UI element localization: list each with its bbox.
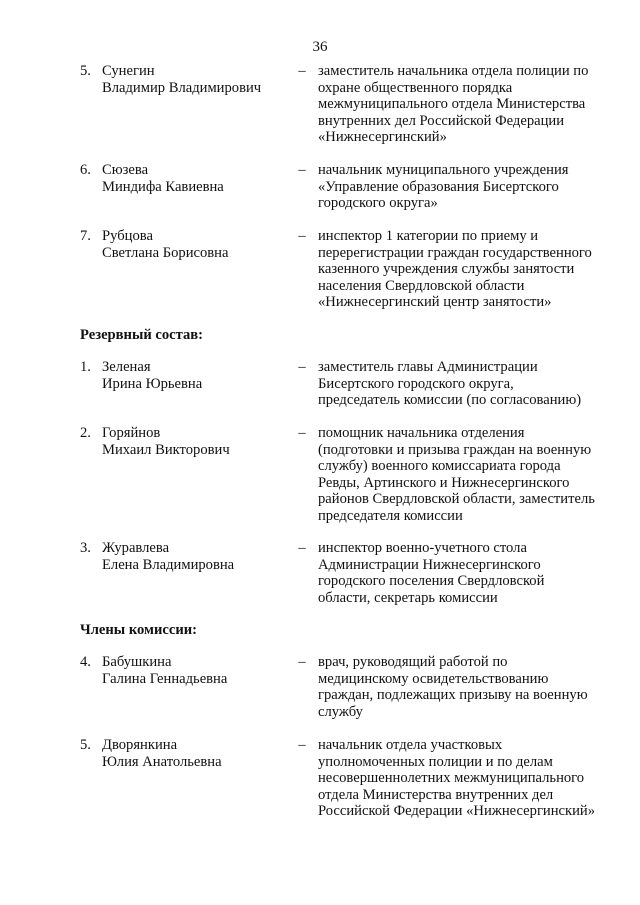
role-line: председатель комиссии (по согласованию) (318, 392, 582, 409)
entry-dash: – (298, 654, 306, 670)
role-line: врач, руководящий работой по (318, 654, 508, 670)
entry-role (318, 737, 610, 820)
role-line: казенного учреждения службы занятости (318, 261, 575, 278)
role-line: граждан, подлежащих призыву на военную (318, 687, 588, 704)
role-line: районов Свердловской области, заместитель (318, 491, 595, 508)
role-line: «Управление образования Бисертского (318, 178, 559, 195)
role-line: заместитель начальника отдела полиции по (318, 63, 589, 79)
entry-name (102, 63, 287, 96)
entry-name (102, 654, 287, 687)
entry-surname: Сюзева (102, 162, 149, 178)
entry-surname: Журавлева (102, 540, 170, 556)
entry-role (318, 425, 610, 525)
entry-dash: – (298, 63, 306, 79)
role-line: помощник начальника отделения (318, 425, 525, 441)
role-line: заместитель главы Администрации (318, 359, 538, 375)
entry-given-names: Ирина Юрьевна (102, 375, 203, 392)
role-line: Российской Федерации «Нижнесергинский» (318, 803, 596, 820)
role-line: инспектор 1 категории по приему и (318, 228, 539, 244)
entry-dash: – (298, 540, 306, 556)
role-line: службу) военного комиссариата города (318, 458, 561, 475)
entry-number: 1. (80, 359, 91, 375)
role-line: (подготовки и призыва граждан на военную (318, 441, 592, 458)
entry-surname: Бабушкина (102, 654, 172, 670)
entry-surname: Дворянкина (102, 737, 178, 753)
entry-surname: Сунегин (102, 63, 155, 79)
entry-given-names: Светлана Борисовна (102, 244, 229, 261)
entry-given-names: Юлия Анатольевна (102, 753, 222, 770)
role-line: начальник муниципального учреждения (318, 162, 569, 178)
role-line: Администрации Нижнесергинского (318, 556, 541, 573)
role-line: области, секретарь комиссии (318, 589, 498, 606)
entry-given-names: Елена Владимировна (102, 556, 235, 573)
entry-name (102, 540, 287, 573)
entry-dash: – (298, 737, 306, 753)
role-line: городского округа» (318, 195, 438, 212)
entry-surname: Рубцова (102, 228, 153, 244)
entry-given-names: Галина Геннадьевна (102, 670, 228, 687)
entry-number: 7. (80, 228, 91, 244)
entry-name (102, 162, 287, 195)
entry-dash: – (298, 162, 306, 178)
entry-dash: – (298, 228, 306, 244)
role-line: председателя комиссии (318, 507, 463, 524)
entry-given-names: Владимир Владимирович (102, 79, 262, 96)
role-line: «Нижнесергинский центр занятости» (318, 294, 552, 311)
entry-role (318, 654, 610, 720)
entry-number: 5. (80, 737, 91, 753)
role-line: медицинскому освидетельствованию (318, 670, 549, 687)
role-line: перерегистрации граждан государственного (318, 244, 592, 261)
entry-surname: Горяйнов (102, 425, 161, 441)
entry-name (102, 359, 287, 392)
role-line: внутренних дел Российской Федерации (318, 112, 565, 129)
entry-number: 2. (80, 425, 91, 441)
entry-dash: – (298, 359, 306, 375)
role-line: уполномоченных полиции и по делам (318, 753, 553, 770)
role-line: населения Свердловской области (318, 277, 525, 294)
role-line: Ревды, Артинского и Нижнесергинского (318, 474, 570, 491)
entry-given-names: Михаил Викторович (102, 441, 230, 458)
section-heading-members: Члены комиссии: (80, 622, 198, 638)
role-line: межмуниципального отдела Министерства (318, 96, 586, 113)
role-line: «Нижнесергинский» (318, 129, 447, 146)
role-line: службу (318, 703, 363, 720)
entry-number: 6. (80, 162, 91, 178)
role-line: начальник отдела участковых (318, 737, 503, 753)
role-line: городского поселения Свердловской (318, 573, 545, 590)
entry-role (318, 540, 610, 606)
role-line: охране общественного порядка (318, 79, 513, 96)
entry-role (318, 162, 610, 212)
entry-name (102, 737, 287, 770)
section-heading-reserve: Резервный состав: (80, 327, 204, 343)
role-line: несовершеннолетних межмуниципального (318, 770, 585, 787)
role-line: отдела Министерства внутренних дел (318, 786, 554, 803)
entry-role (318, 359, 610, 409)
entry-name (102, 228, 287, 261)
entry-dash: – (298, 425, 306, 441)
entry-name (102, 425, 287, 458)
entry-role (318, 228, 610, 311)
role-line: инспектор военно-учетного стола (318, 540, 527, 556)
entry-number: 3. (80, 540, 91, 556)
entry-given-names: Миндифа Кавиевна (102, 178, 224, 195)
page-number: 36 (312, 39, 328, 55)
entry-role (318, 63, 610, 146)
entry-surname: Зеленая (102, 359, 151, 375)
role-line: Бисертского городского округа, (318, 375, 514, 392)
entry-number: 4. (80, 654, 91, 670)
entry-number: 5. (80, 63, 91, 79)
